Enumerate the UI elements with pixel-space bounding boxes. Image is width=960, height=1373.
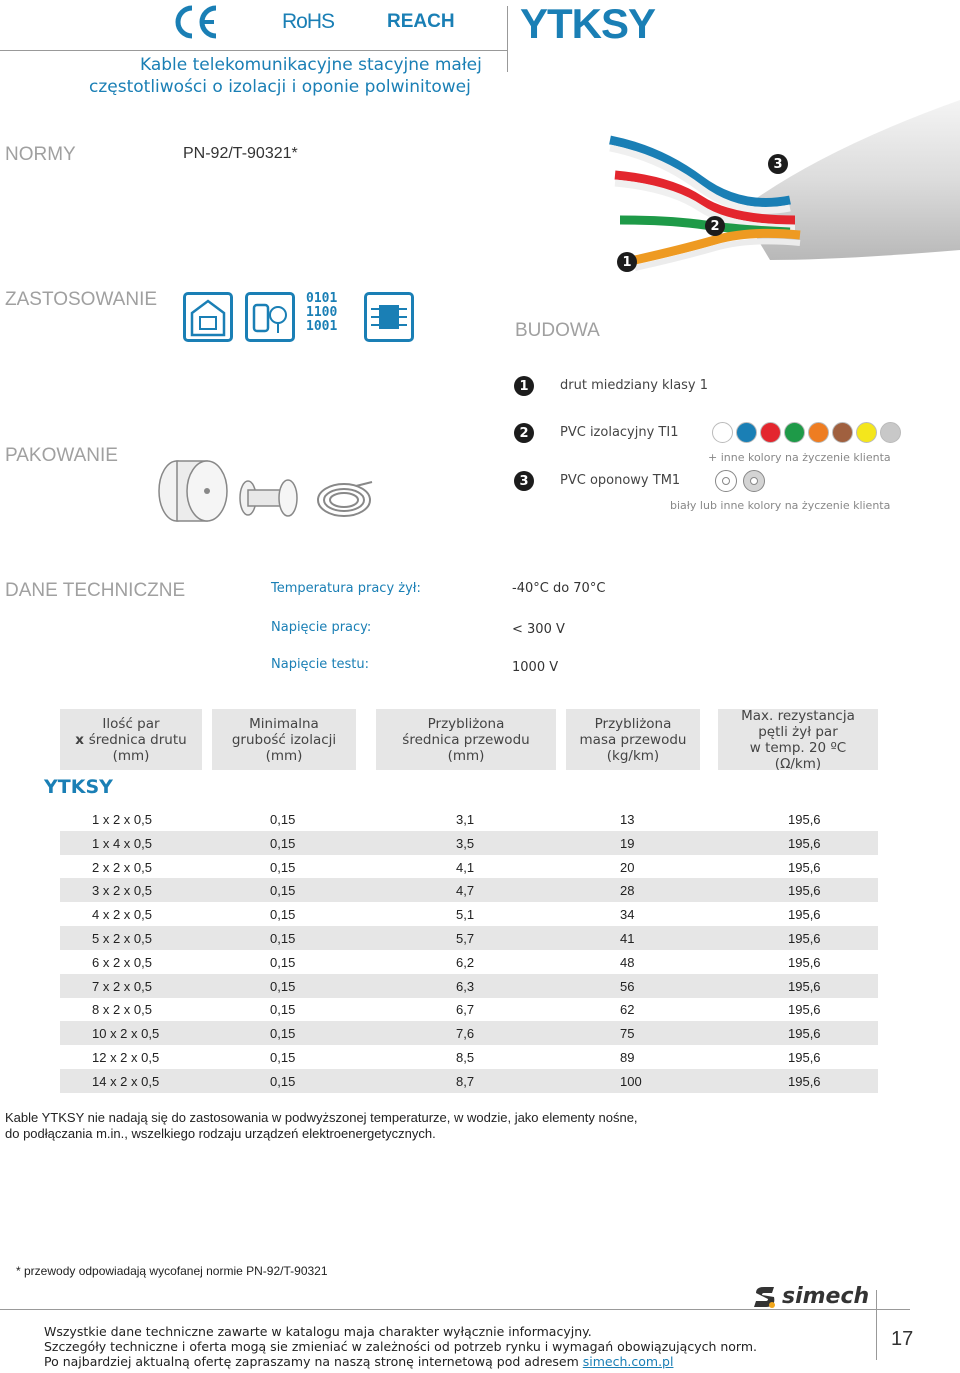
cell-resistance: 195,6 xyxy=(788,1050,821,1065)
cell-insulation: 0,15 xyxy=(270,883,296,899)
image-marker-3: 3 xyxy=(768,154,788,174)
normy-label: NORMY xyxy=(5,144,76,165)
table-row xyxy=(60,1045,878,1069)
cell-mass: 56 xyxy=(620,978,635,994)
subtitle-line2: częstotliwości o izolacji i oponie polwinitowej xyxy=(89,77,471,97)
cell-insulation: 0,15 xyxy=(270,907,296,923)
dane-key-test: Napięcie testu: xyxy=(271,657,370,672)
cell-insulation: 0,15 xyxy=(270,1073,296,1089)
cell-insulation: 0,15 xyxy=(270,931,296,946)
cell-diameter: 6,2 xyxy=(456,954,475,970)
insulation-color-swatch xyxy=(784,422,805,443)
cell-resistance: 195,6 xyxy=(788,978,821,994)
cell-pairs: 5 x 2 x 0,5 xyxy=(92,931,152,946)
coil-icon xyxy=(316,478,376,525)
building-icon xyxy=(183,292,233,342)
table-row xyxy=(60,974,878,998)
drum-icon xyxy=(155,458,235,529)
binary-data-icon: 0101 1100 1001 xyxy=(306,291,338,334)
subtitle-line1: Kable telekomunikacyjne stacyjne małej xyxy=(140,55,482,75)
cell-resistance: 195,6 xyxy=(788,1026,821,1042)
cell-resistance: 195,6 xyxy=(788,835,821,851)
table-row xyxy=(60,1069,878,1093)
cell-diameter: 7,6 xyxy=(456,1026,475,1042)
cell-mass: 20 xyxy=(620,859,635,875)
cell-resistance: 195,6 xyxy=(788,954,821,970)
dane-label: DANE TECHNICZNE xyxy=(5,580,186,601)
insulation-color-swatch xyxy=(760,422,781,443)
cell-diameter: 6,3 xyxy=(456,978,475,994)
cell-diameter: 5,1 xyxy=(456,907,475,923)
cell-diameter: 4,7 xyxy=(456,883,475,899)
budowa-item-1: drut miedziany klasy 1 xyxy=(560,378,709,393)
image-marker-2: 2 xyxy=(705,216,725,236)
cell-mass: 89 xyxy=(620,1050,635,1065)
header-rule-left xyxy=(0,50,508,51)
cell-mass: 19 xyxy=(620,835,635,851)
dane-value-voltage: < 300 V xyxy=(512,622,565,637)
dane-key-voltage: Napięcie pracy: xyxy=(271,620,372,635)
cell-insulation: 0,15 xyxy=(270,954,296,970)
footnote: * przewody odpowiadają wycofanej normie PN-92/T-90321 xyxy=(16,1264,328,1278)
insulation-color-swatches xyxy=(712,422,912,446)
pakowanie-label: PAKOWANIE xyxy=(5,445,118,466)
cell-insulation: 0,15 xyxy=(270,859,296,875)
insulation-color-swatch xyxy=(808,422,829,443)
cell-mass: 75 xyxy=(620,1026,635,1042)
note-line1: Kable YTKSY nie nadają się do zastosowania w podwyższonej temperaturze, w wodzie, jako elementy nośne, xyxy=(5,1110,638,1125)
insulation-color-swatch xyxy=(712,422,733,443)
footer-line2: Szczegóły techniczne i oferta mogą sie zmieniać w zależności od potrzeb rynku i wymagań obowiązujących norm. xyxy=(44,1339,757,1354)
budowa-num-3: 3 xyxy=(514,471,534,491)
budowa-item-2: PVC izolacyjny TI1 xyxy=(560,425,679,440)
table-row xyxy=(60,950,878,974)
cell-mass: 62 xyxy=(620,1002,635,1018)
table-row xyxy=(60,1021,878,1045)
cell-insulation: 0,15 xyxy=(270,812,296,827)
table-row xyxy=(60,878,878,902)
cell-diameter: 5,7 xyxy=(456,931,475,946)
cell-diameter: 8,7 xyxy=(456,1073,475,1089)
sheath-gray-swatch xyxy=(743,470,765,492)
sheath-note: biały lub inne kolory na życzenie klienta xyxy=(670,499,891,512)
cell-resistance: 195,6 xyxy=(788,907,821,923)
col-header-mass: Przybliżona masa przewodu (kg/km) xyxy=(566,709,700,770)
simech-brand: simech xyxy=(782,1284,870,1309)
cell-diameter: 6,7 xyxy=(456,1002,475,1018)
cell-pairs: 10 x 2 x 0,5 xyxy=(92,1026,160,1042)
image-marker-1: 1 xyxy=(617,252,637,272)
cell-mass: 100 xyxy=(620,1073,642,1089)
table-row xyxy=(60,855,878,879)
budowa-num-2: 2 xyxy=(514,423,534,443)
cell-pairs: 14 x 2 x 0,5 xyxy=(92,1073,160,1089)
simech-website-link[interactable]: simech.com.pl xyxy=(582,1354,674,1369)
cell-pairs: 2 x 2 x 0,5 xyxy=(92,859,152,875)
circuit-board-icon xyxy=(364,292,414,342)
col-header-pairs-x: x xyxy=(75,731,89,748)
note-line2: do podłączania m.in., wszelkiego rodzaju urządzeń elektroenergetycznych. xyxy=(5,1126,436,1141)
cell-pairs: 7 x 2 x 0,5 xyxy=(92,978,152,994)
cell-insulation: 0,15 xyxy=(270,978,296,994)
cell-pairs: 1 x 2 x 0,5 xyxy=(92,812,152,827)
simech-logo-mark xyxy=(752,1285,778,1309)
cell-resistance: 195,6 xyxy=(788,1002,821,1018)
budowa-num-1: 1 xyxy=(514,376,534,396)
product-title: YTKSY xyxy=(520,0,656,47)
budowa-label: BUDOWA xyxy=(515,320,600,341)
table-row xyxy=(60,926,878,950)
cell-mass: 13 xyxy=(620,812,635,827)
footer-line1: Wszystkie dane techniczne zawarte w katalogu maja charakter wyłącznie informacyjny. xyxy=(44,1324,592,1339)
col-header-insulation: Minimalna grubość izolacji (mm) xyxy=(212,709,356,770)
insulation-color-swatch xyxy=(880,422,901,443)
budowa-item-3: PVC oponowy TM1 xyxy=(560,473,681,488)
insulation-note: + inne kolory na życzenie klienta xyxy=(708,451,891,464)
cell-insulation: 0,15 xyxy=(270,1050,296,1065)
cell-pairs: 6 x 2 x 0,5 xyxy=(92,954,152,970)
footer-rule xyxy=(0,1309,910,1310)
table-row xyxy=(60,997,878,1021)
table-row xyxy=(60,807,878,831)
table-row xyxy=(60,902,878,926)
cell-pairs: 1 x 4 x 0,5 xyxy=(92,835,152,851)
reach-label: REACH xyxy=(387,11,455,32)
col-header-resistance: Max. rezystancja pętli żył par w temp. 20 ºC (Ω/km) xyxy=(718,709,878,770)
cell-mass: 41 xyxy=(620,931,635,946)
dane-value-temp: -40°C do 70°C xyxy=(512,581,606,596)
ce-mark xyxy=(172,4,222,40)
table-row xyxy=(60,831,878,855)
footer-rule-vertical xyxy=(876,1290,877,1360)
cell-pairs: 4 x 2 x 0,5 xyxy=(92,907,152,923)
spool-icon xyxy=(238,478,300,523)
insulation-color-swatch xyxy=(736,422,757,443)
cell-pairs: 8 x 2 x 0,5 xyxy=(92,1002,152,1018)
insulation-color-swatch xyxy=(856,422,877,443)
cell-diameter: 8,5 xyxy=(456,1050,475,1065)
cell-pairs: 12 x 2 x 0,5 xyxy=(92,1050,160,1065)
cell-insulation: 0,15 xyxy=(270,835,296,851)
cell-resistance: 195,6 xyxy=(788,883,821,899)
sheath-color-swatches xyxy=(715,470,775,494)
col-header-pairs: Ilość par x średnica drutu (mm) xyxy=(60,709,202,770)
cell-resistance: 195,6 xyxy=(788,931,821,946)
cell-diameter: 3,5 xyxy=(456,835,475,851)
cell-mass: 28 xyxy=(620,883,635,899)
cell-pairs: 3 x 2 x 0,5 xyxy=(92,883,152,899)
zastosowanie-label: ZASTOSOWANIE xyxy=(5,289,158,310)
rohs-label: RoHS xyxy=(282,10,335,33)
cell-diameter: 4,1 xyxy=(456,859,475,875)
cell-resistance: 195,6 xyxy=(788,1073,821,1089)
cell-mass: 48 xyxy=(620,954,635,970)
col-header-diameter: Przybliżona średnica przewodu (mm) xyxy=(376,709,556,770)
insulation-color-swatch xyxy=(832,422,853,443)
cell-diameter: 3,1 xyxy=(456,812,475,827)
telephone-icon xyxy=(245,292,295,342)
cell-resistance: 195,6 xyxy=(788,859,821,875)
dane-key-temp: Temperatura pracy żył: xyxy=(271,581,421,596)
cell-resistance: 195,6 xyxy=(788,812,821,827)
cable-image xyxy=(590,60,960,300)
cell-insulation: 0,15 xyxy=(270,1026,296,1042)
cell-mass: 34 xyxy=(620,907,635,923)
normy-value: PN-92/T-90321* xyxy=(183,145,298,162)
footer-line3: Po najbardziej aktualną ofertę zapraszamy na naszą stronę internetową pod adresem simech.com.pl xyxy=(44,1354,674,1369)
table-product-label: YTKSY xyxy=(44,776,113,798)
cell-insulation: 0,15 xyxy=(270,1002,296,1018)
sheath-white-swatch xyxy=(715,470,737,492)
simech-logo xyxy=(752,1284,869,1309)
page-number: 17 xyxy=(891,1328,914,1350)
dane-value-test: 1000 V xyxy=(512,660,559,675)
header-rule-vertical xyxy=(507,6,508,72)
